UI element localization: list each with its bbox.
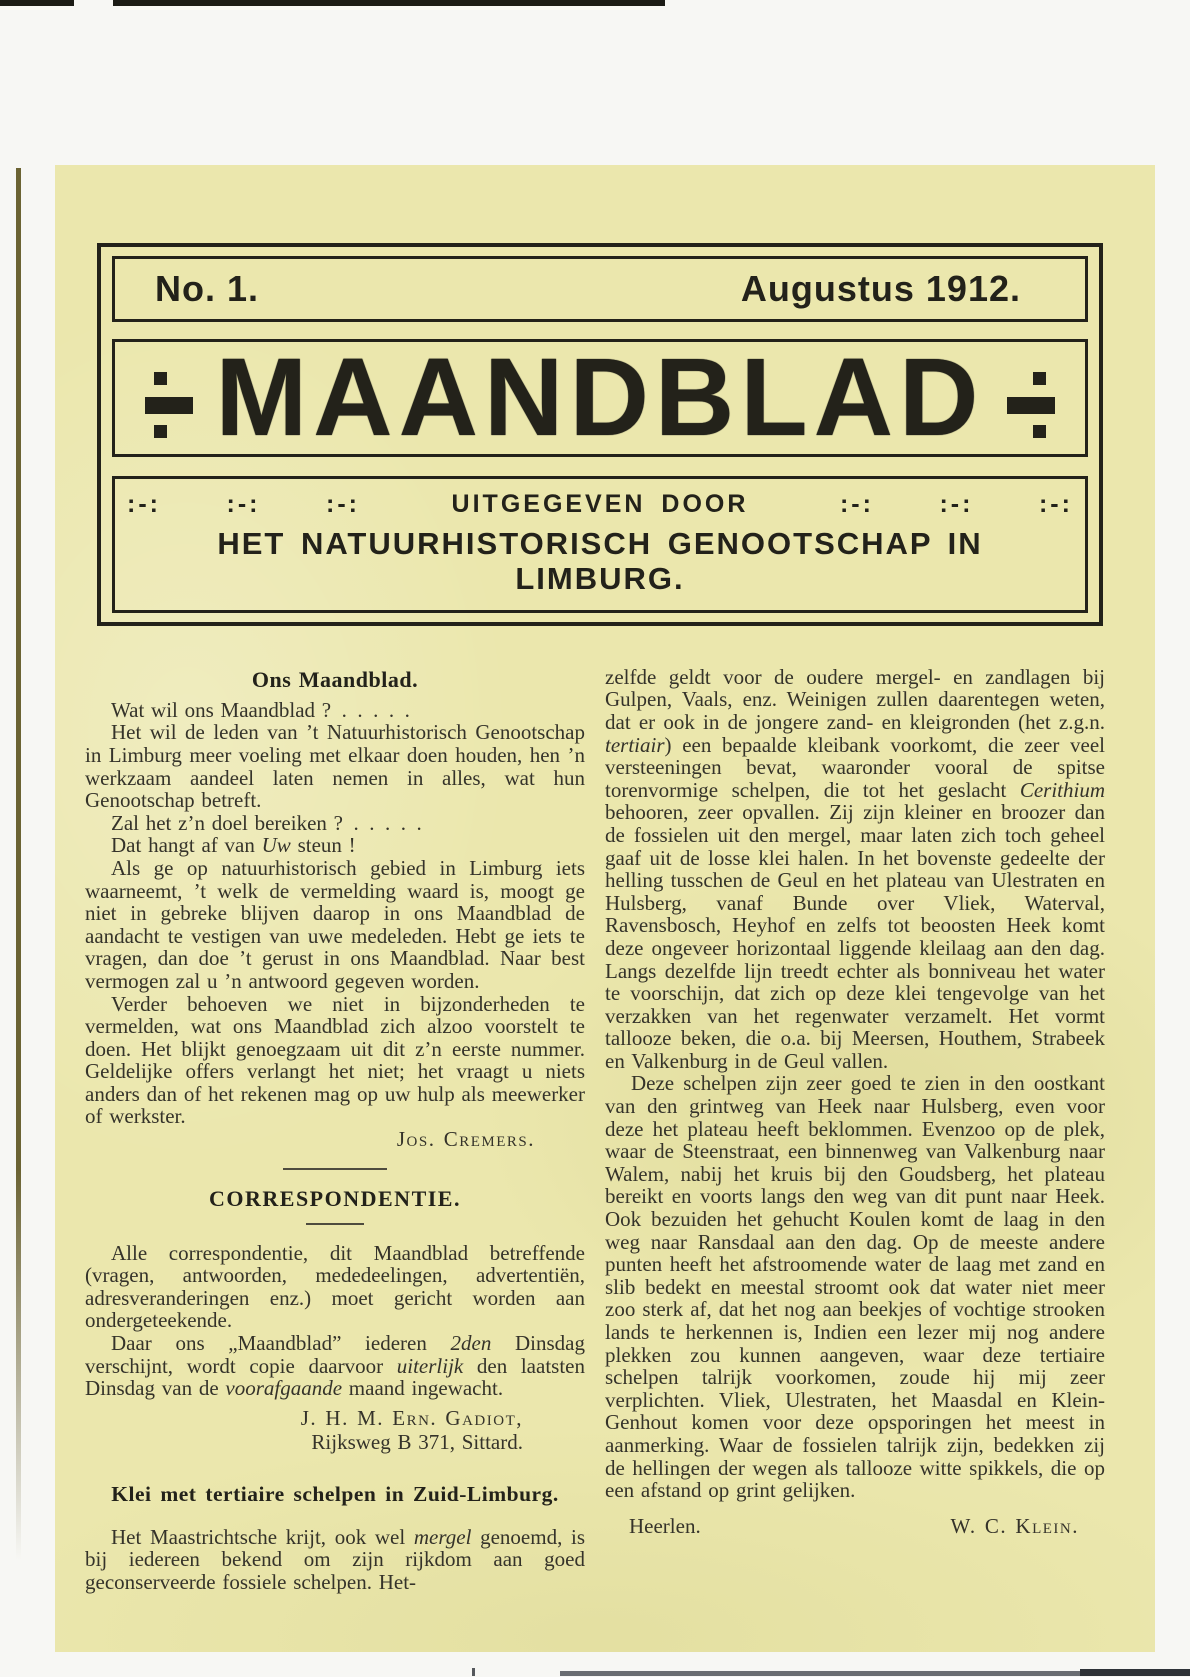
colon-dash-ornament: :-: bbox=[127, 490, 161, 518]
paragraph: Zal het z’n doel bereiken ? . . . . . bbox=[111, 810, 422, 835]
paper-sheet bbox=[55, 165, 1155, 1652]
paragraph: Wat wil ons Maandblad ? . . . . . bbox=[111, 697, 410, 722]
published-by-line bbox=[127, 491, 1073, 519]
masthead-ornament-left-icon bbox=[145, 372, 197, 438]
colon-dash-ornament: :-: bbox=[326, 490, 361, 518]
paragraph: Het wil de leden van ’t Natuurhistorisch Genootschap in Limburg meer voeling met elkaar doen houden, hen ’n werkzaam aandeel laten nemen in alles, wat hun Genootschap betreft. bbox=[85, 720, 585, 813]
paragraph: Verder behoeven we niet in bijzonderheden te vermelden, wat ons Maandblad zich alzoo voorstelt te doen. Het blijkt genoegzaam uit dit z’n eerste nummer. Geldelijke offers verlangt het niet; het vraagt u niets anders dan of het rekenen mag op uw hulp als meewerker of werkster. bbox=[85, 991, 585, 1129]
masthead-frame bbox=[97, 243, 1103, 626]
paragraph: zelfde geldt voor de oudere mergel- en zandlagen bij Gulpen, Vaals, enz. Weinigen zullen daarentegen weten, dat er ook in de jongere zand- en kleigronden (het z.g.n. tertiair) een bepaalde kleibank voorkomt, die zeer veel versteeningen bevat, waaronder vooral de spitse torenvormige schelpen, die tot het geslacht Cerithium behooren, zeer opvallen. Zij zijn kleiner en broozer dan de fossielen uit den mergel, maar laten zich toch geheel gaaf uit de losse klei halen. In het bovenste gedeelte der helling tusschen de Geul en het plateau van Ulestraten en Hulsberg, vanaf Bunde over Vliek, Waterval, Ravensbosch, Heyhof en zelfs tot beoosten Heek komt deze ongeveer horizontaal liggende kleilaag aan den dag. Langs dezelfde lijn treedt echter als bonniveau het water te voorschijn, dat zich op deze klei tengevolge van het verzakken van het regenwater verzamelt. Het vormt tallooze beken, die o.a. bij Meersen, Houthem, Strabeek en Valkenburg in de Geul vallen. bbox=[605, 664, 1105, 1073]
article-title-ons-maandblad: Ons Maandblad. bbox=[251, 666, 419, 692]
byline-place: Heerlen. bbox=[629, 1513, 701, 1538]
colon-dash-ornament: :-: bbox=[939, 490, 974, 518]
colon-dash-ornament: :-: bbox=[226, 490, 261, 518]
body-columns bbox=[55, 626, 1155, 1594]
paragraph: Het Maastrichtsche krijt, ook wel mergel genoemd, is bij iedereen bekend om zijn rijkdom aan goed geconserveerde fossiele schelpen. Het- bbox=[85, 1524, 585, 1594]
scan-edge-top bbox=[0, 0, 74, 6]
masthead-row bbox=[112, 336, 1088, 459]
article-byline bbox=[605, 1502, 1105, 1538]
masthead-title: MAANDBLAD bbox=[215, 336, 985, 459]
byline-author: W. C. Klein. bbox=[950, 1513, 1079, 1538]
issue-number: No. 1. bbox=[155, 268, 260, 309]
right-column bbox=[605, 666, 1105, 1594]
article-title-correspondentie: CORRESPONDENTIE. bbox=[209, 1185, 461, 1211]
signer-name: J. H. M. Ern. Gadiot, bbox=[300, 1405, 523, 1430]
left-column bbox=[85, 666, 585, 1594]
title-underline bbox=[306, 1223, 364, 1225]
section-divider bbox=[283, 1168, 387, 1170]
scan-edge-left bbox=[16, 168, 21, 1560]
masthead-ornament-right-icon bbox=[1003, 372, 1055, 438]
colon-dash-ornament: :-: bbox=[1038, 490, 1073, 518]
issue-date: Augustus 1912. bbox=[740, 268, 1021, 309]
publisher-row bbox=[112, 476, 1088, 613]
publisher-name: HET NATUURHISTORISCH GENOOTSCHAP IN LIMBURG. bbox=[217, 525, 983, 597]
scan-mark-bottom bbox=[472, 1668, 475, 1676]
signature-cremers: Jos. Cremers. bbox=[396, 1127, 535, 1152]
paragraph: Daar ons „Maandblad” iederen 2den Dinsdag verschijnt, wordt copie daarvoor uiterlijk den laatsten Dinsdag van de voorafgaande maand ingewacht. bbox=[85, 1331, 585, 1401]
signer-address: Rijksweg B 371, Sittard. bbox=[311, 1429, 523, 1454]
signature-gadiot bbox=[85, 1406, 585, 1454]
article-title-klei: Klei met tertiaire schelpen in Zuid-Limburg. bbox=[111, 1481, 559, 1506]
scan-edge-top bbox=[113, 0, 665, 6]
paragraph: Dat hangt af van Uw steun ! bbox=[111, 833, 356, 858]
paragraph: Deze schelpen zijn zeer goed te zien in den oostkant van den grintweg van Heek naar Hulsberg, even voor deze het plateau heeft beklommen. Evenzoo op de plek, waar de Steenstraat, een binnenweg van Valkenburg naar Walem, nabij het kruis bij den Goudsberg, het plateau bereikt en voorts langs den weg van dit punt naar Heek. Ook bezuiden het gehucht Koulen komt de laag in den weg naar Ransdaal aan den dag. Op de meeste andere punten heeft het afstroomende water de laag met zand en slib bedekt en meestal stroomt ook dat water niet meer zoo sterk af, dat het nog aan beekjes of vochtige strooken lands te herkennen is, Indien een lezer mij nog andere plekken zou kunnen aangeven, waar deze tertiaire schelpen talrijk voorkomen, zoude hij mij zeer verplichten. Vliek, Ulestraten, het Maasdal en Klein-Genhout komen voor deze opsporingen het meest in aanmerking. Waar de fossielen talrijk zijn, bedekken zij de hellingen der wegen als tallooze witte spikkels, die op een afstand op grint gelijken. bbox=[605, 1071, 1105, 1503]
published-by-label: UITGEGEVEN DOOR bbox=[451, 490, 749, 518]
paragraph: Als ge op natuurhistorisch gebied in Limburg iets waarneemt, ’t welk de vermelding waard is, moogt ge niet in gebreke blijven daarop in ons Maandblad de aandacht te vestigen van uwe medeleden. Hebt ge iets te vragen, dan doe ’t gerust in ons Maandblad. Naar best vermogen zal u ’n antwoord gegeven worden. bbox=[85, 855, 585, 993]
paragraph: Alle correspondentie, dit Maandblad betreffende (vragen, antwoorden, mededeelingen, advertentiën, adresveranderingen enz.) moet gericht worden aan ondergeteekende. bbox=[85, 1240, 585, 1333]
issue-row bbox=[112, 256, 1088, 322]
colon-dash-ornament: :-: bbox=[839, 490, 874, 518]
scan-edge-bottom bbox=[560, 1671, 1080, 1676]
scan-edge-bottom bbox=[1080, 1669, 1190, 1676]
